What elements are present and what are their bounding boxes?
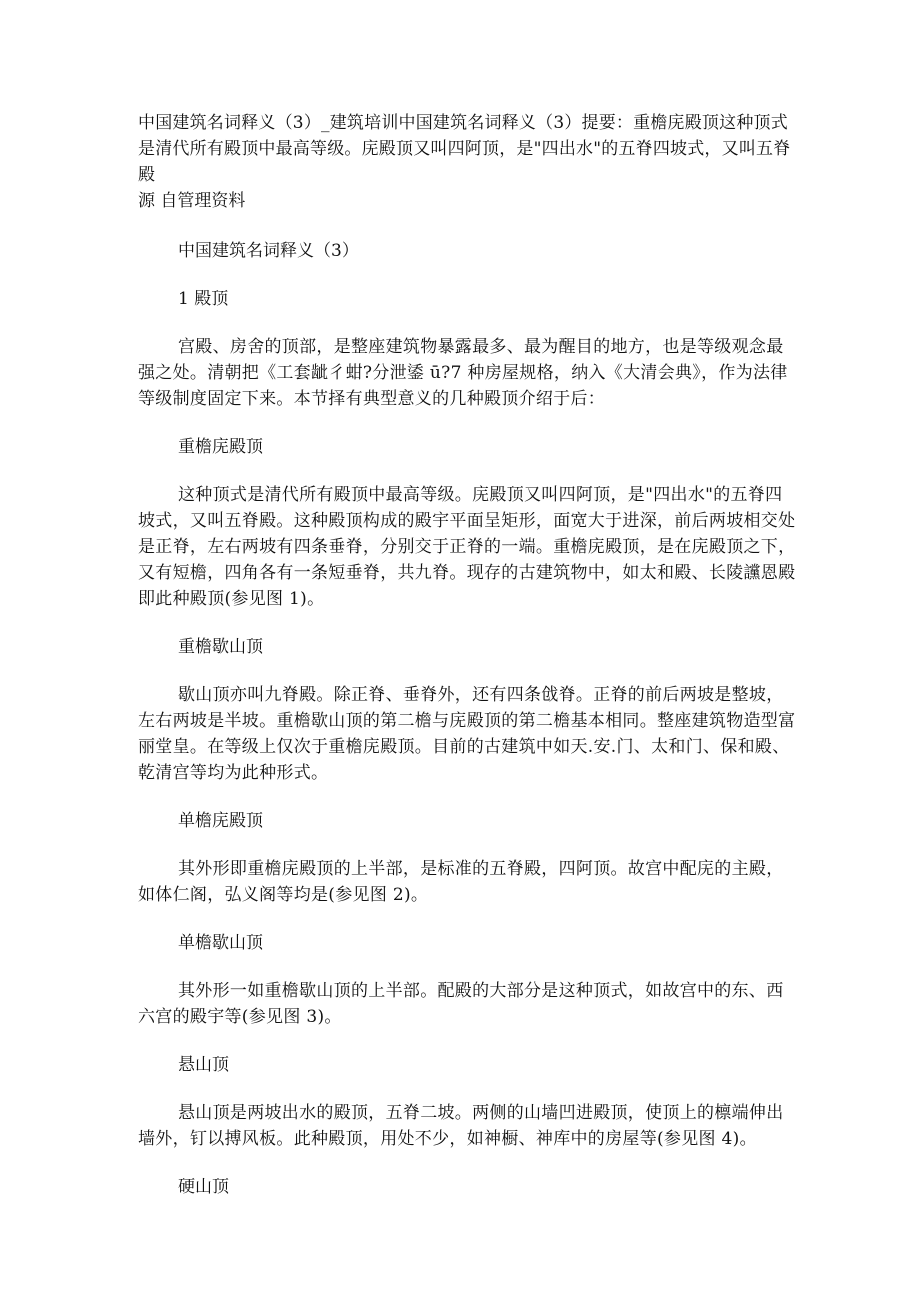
source-line: 源 自管理资料 (138, 191, 246, 211)
paragraph-danyan-wudian: 其外形即重檐庑殿顶的上半部，是标准的五脊殿，四阿顶。故宫中配庑的主殿，如体仁阁，弘义阁等均是(参见图 2)。 (138, 859, 784, 905)
heading-danyan-wudian: 单檐庑殿顶 (178, 811, 263, 831)
section-heading-1: 1 殿顶 (178, 289, 229, 309)
document-page (138, 110, 798, 1222)
paragraph-chongyan-xieshan: 歇山顶亦叫九脊殿。除正脊、垂脊外，还有四条戗脊。正脊的前后两坡是整坡，左右两坡是半坡。重檐歇山顶的第二檐与庑殿顶的第二檐基本相同。整座建筑物造型富丽堂皇。在等级上仅次于重檐庑殿顶。目前的古建筑中如天.安.门、太和门、保和殿、乾清宫等均为此种形式。 (138, 685, 796, 783)
paragraph-chongyan-wudian: 这种顶式是清代所有殿顶中最高等级。庑殿顶又叫四阿顶，是"四出水"的五脊四坡式，又叫五脊殿。这种殿顶构成的殿宇平面呈矩形，面宽大于进深，前后两坡相交处是正脊，左右两坡有四条垂脊，分别交于正脊的一端。重檐庑殿顶，是在庑殿顶之下，又有短檐，四角各有一条短垂脊，共九脊。现存的古建筑物中，如太和殿、长陵讜恩殿即此种殿顶(参见图 1)。 (138, 485, 796, 609)
heading-yingshan: 硬山顶 (178, 1177, 229, 1197)
heading-danyan-xieshan: 单檐歇山顶 (178, 933, 263, 953)
heading-chongyan-xieshan: 重檐歇山顶 (178, 637, 263, 657)
paragraph-danyan-xieshan: 其外形一如重檐歇山顶的上半部。配殿的大部分是这种顶式，如故宫中的东、西六宫的殿宇等(参见图 3)。 (138, 981, 784, 1027)
paragraph-xuanshan: 悬山顶是两坡出水的殿顶，五脊二坡。两侧的山墙凹进殿顶，使顶上的檩端伸出墙外，钉以搏风板。此种殿顶，用处不少，如神橱、神库中的房屋等(参见图 4)。 (138, 1103, 784, 1149)
heading-chongyan-wudian: 重檐庑殿顶 (178, 437, 263, 457)
article-title: 中国建筑名词释义（3） (178, 241, 359, 261)
header-summary: 中国建筑名词释义（3）_建筑培训中国建筑名词释义（3）提要：重檐庑殿顶这种顶式是清代所有殿顶中最高等级。庑殿顶又叫四阿顶，是"四出水"的五脊四坡式，又叫五脊殿 (138, 113, 791, 185)
intro-paragraph: 宫殿、房舍的顶部，是整座建筑物暴露最多、最为醒目的地方，也是等级观念最强之处。清朝把《工套龇彳蚶?分泄鋈 ū?7 种房屋规格，纳入《大清会典》，作为法律等级制度固定下来。本节择有典型意义的几种殿顶介绍于后： (138, 337, 788, 409)
heading-xuanshan: 悬山顶 (178, 1055, 229, 1075)
